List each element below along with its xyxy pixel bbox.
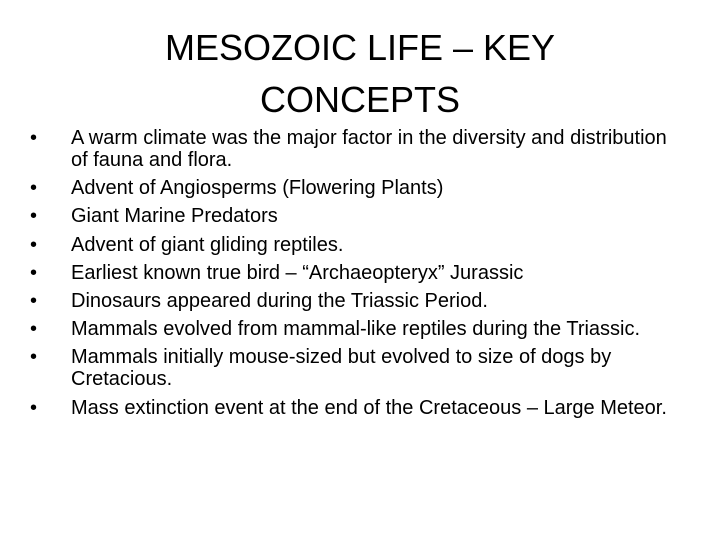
bullet-item — [30, 290, 680, 312]
bullet-item — [30, 127, 680, 171]
bullet-item — [30, 205, 680, 227]
bullet-text: Advent of Angiosperms (Flowering Plants) — [71, 177, 444, 200]
bullet-text: Mammals initially mouse-sized but evolved to size of dogs by Cretacious. — [71, 346, 612, 391]
bullet-text: Dinosaurs appeared during the Triassic Period. — [71, 289, 488, 312]
bullet-item — [30, 262, 680, 284]
bullet-dot-icon: • — [30, 177, 38, 200]
bullet-text: Advent of giant gliding reptiles. — [71, 233, 344, 256]
bullet-text: Mass extinction event at the end of the Cretaceous – Large Meteor. — [71, 396, 667, 419]
bullet-item — [30, 177, 680, 199]
bullet-dot-icon: • — [30, 205, 38, 228]
bullet-dot-icon: • — [30, 346, 38, 369]
bullet-dot-icon: • — [30, 127, 38, 149]
bullet-text: Earliest known true bird – “Archaeopteryx” Jurassic — [71, 261, 524, 284]
bullet-text: Giant Marine Predators — [71, 205, 278, 228]
bullet-dot-icon: • — [30, 396, 38, 419]
slide-title: MESOZOIC LIFE – KEY CONCEPTS — [164, 27, 556, 120]
bullet-item — [30, 234, 680, 256]
bullet-list — [30, 127, 680, 425]
bullet-dot-icon: • — [30, 318, 38, 341]
bullet-dot-icon: • — [30, 261, 38, 284]
bullet-dot-icon: • — [30, 233, 38, 256]
bullet-item — [30, 318, 680, 340]
bullet-item — [30, 397, 680, 419]
bullet-item — [30, 346, 680, 390]
bullet-text: Mammals evolved from mammal-like reptiles during the Triassic. — [71, 318, 641, 341]
bullet-text: A warm climate was the major factor in the diversity and distribution of fauna and flora. — [71, 127, 667, 171]
bullet-dot-icon: • — [30, 289, 38, 312]
